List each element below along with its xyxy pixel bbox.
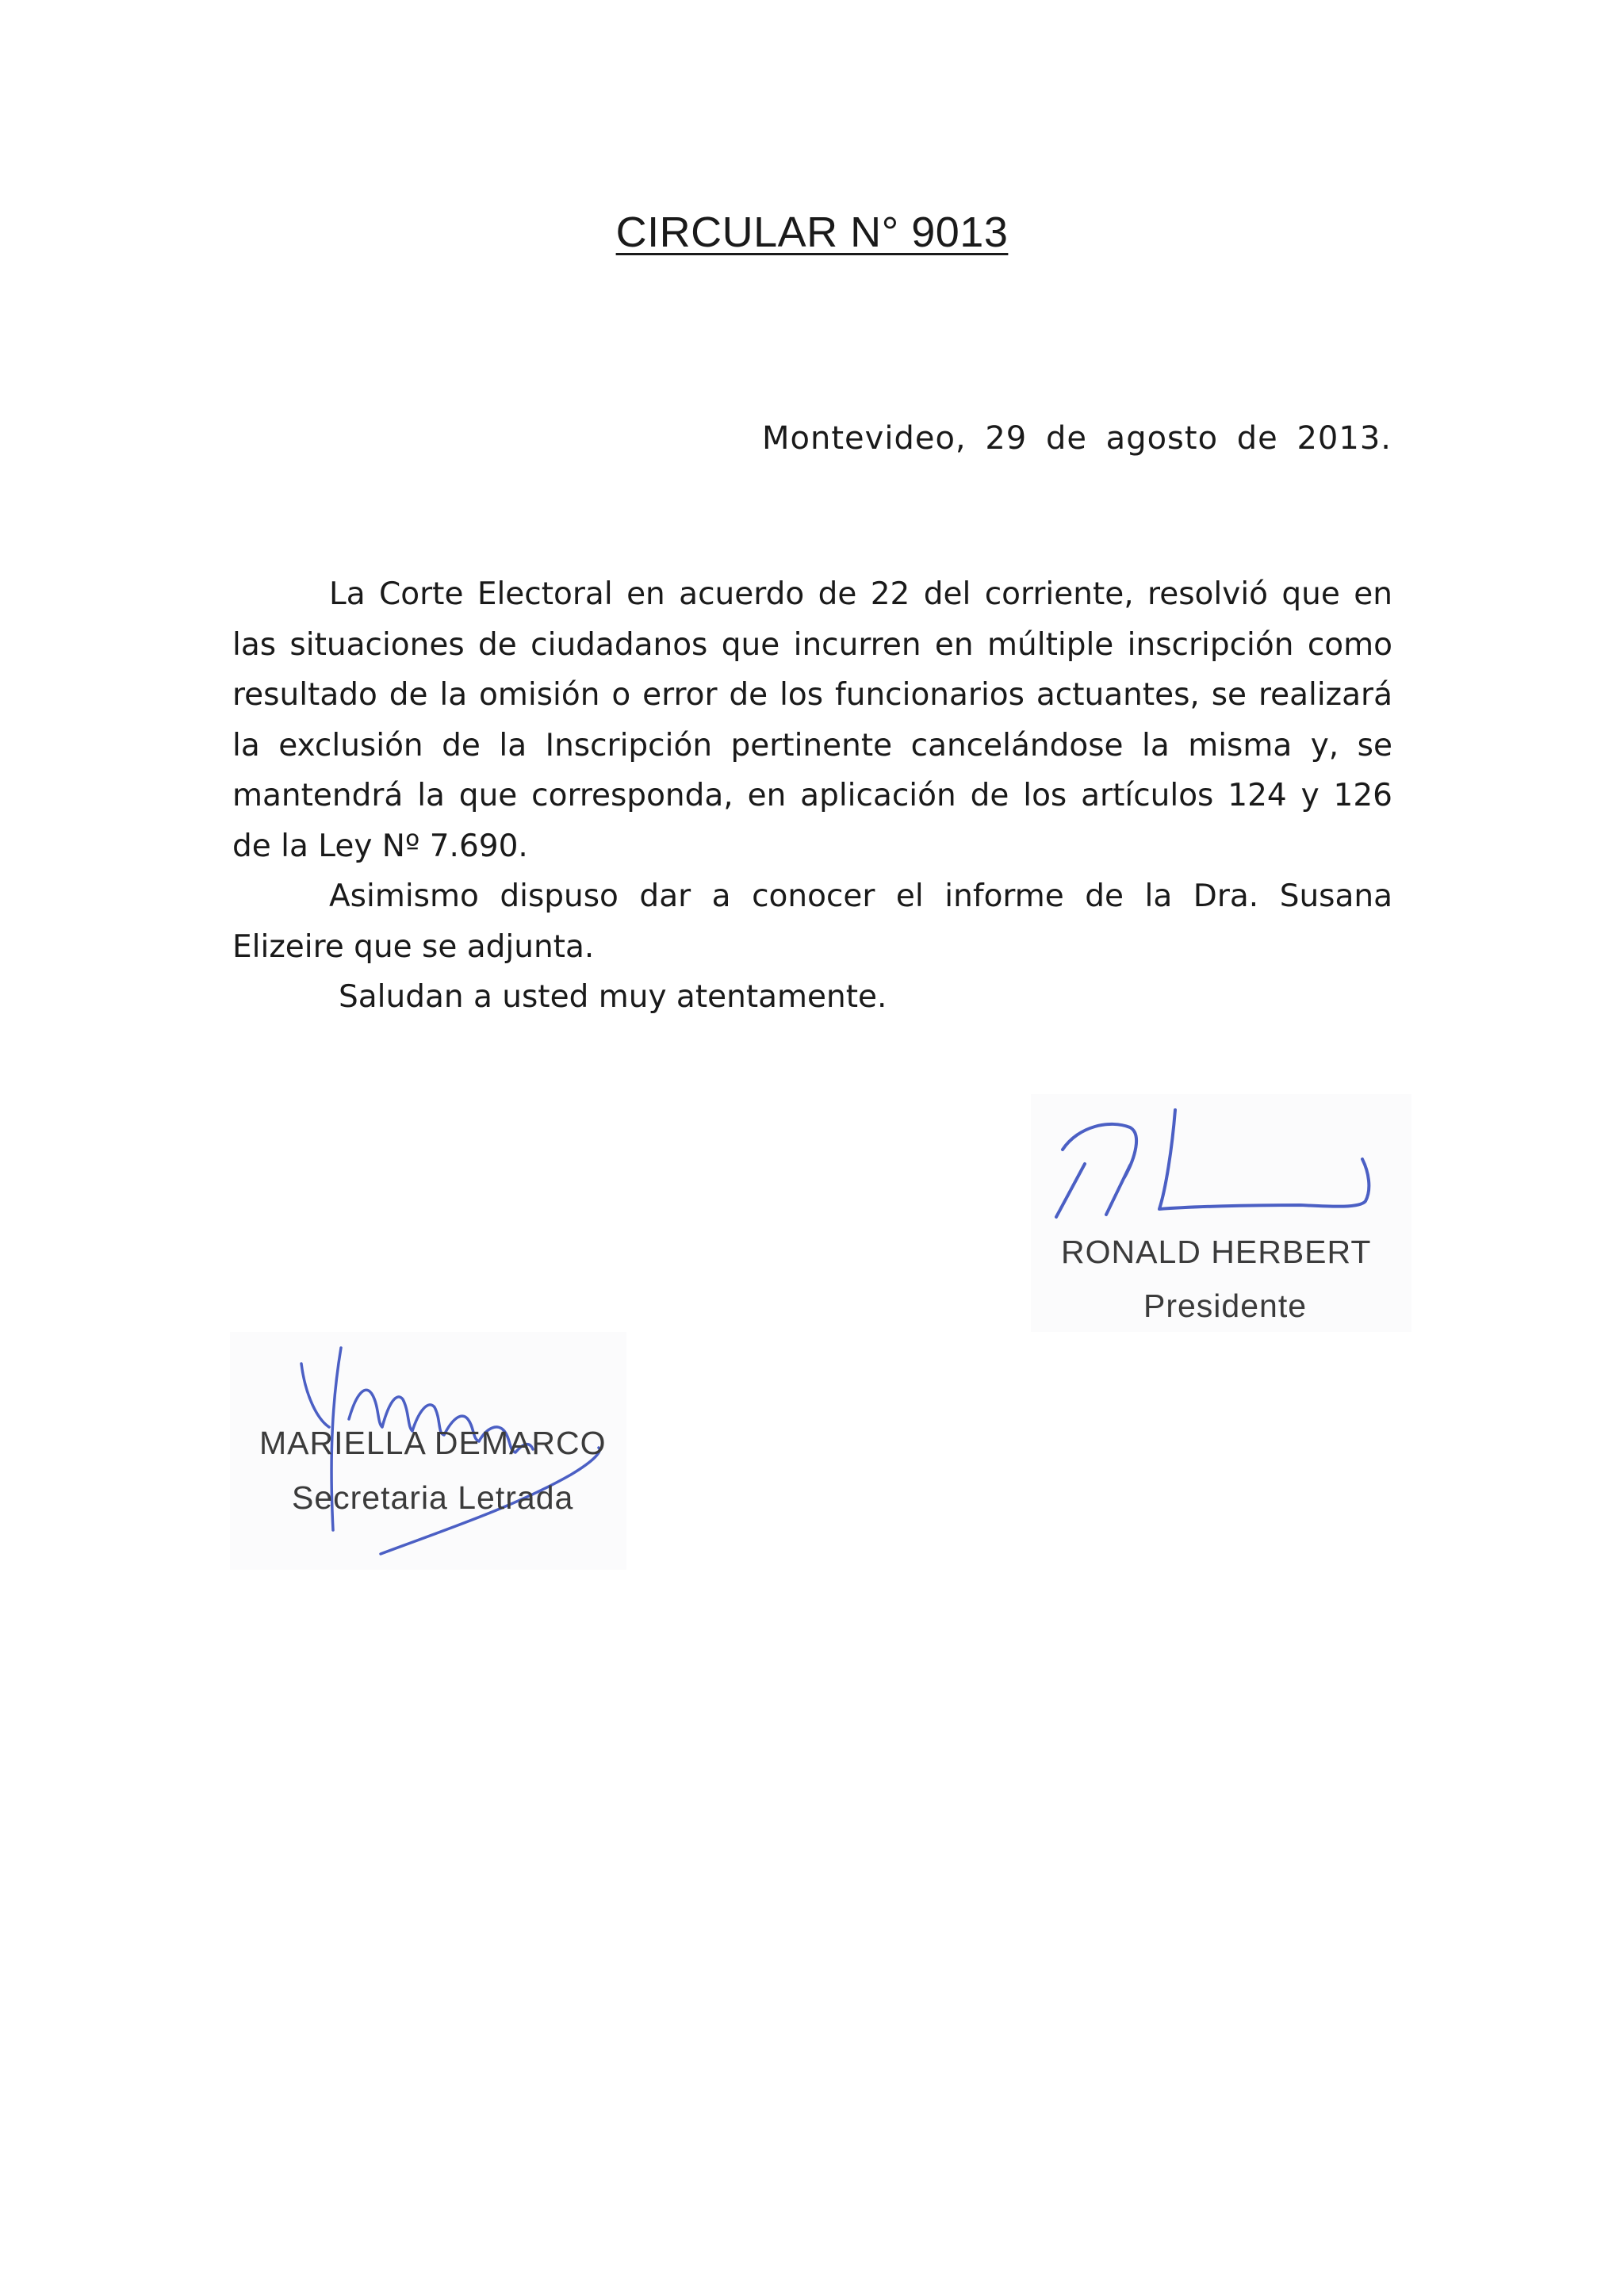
secretary-role: Secretaria Letrada <box>292 1479 574 1516</box>
paragraph-resolution: La Corte Electoral en acuerdo de 22 del corriente, resolvió que en las situaciones de ciudadanos que incurren en múltiple inscripción como resultado de la omisión o error de los funcionarios actuantes, se realizará la exclusión de la Inscripción pertinente cancelándose la misma y, se mantendrá la que corresponda, en aplicación de los artículos 124 y 126 de la Ley Nº 7.690. <box>232 576 1392 864</box>
paragraph-report: Asimismo dispuso dar a conocer el informe de la Dra. Susana Elizeire que se adjunta. <box>232 878 1392 965</box>
circular-title: CIRCULAR N° 9013 <box>615 209 1009 256</box>
date-line: Montevideo, 29 de agosto de 2013. <box>762 420 1392 457</box>
president-name: RONALD HERBERT <box>1061 1234 1372 1270</box>
president-role: Presidente <box>1143 1288 1308 1324</box>
paragraph-closing: Saludan a usted muy atentamente. <box>339 979 887 1015</box>
secretary-name: MARIELLA DEMARCO <box>259 1425 607 1461</box>
